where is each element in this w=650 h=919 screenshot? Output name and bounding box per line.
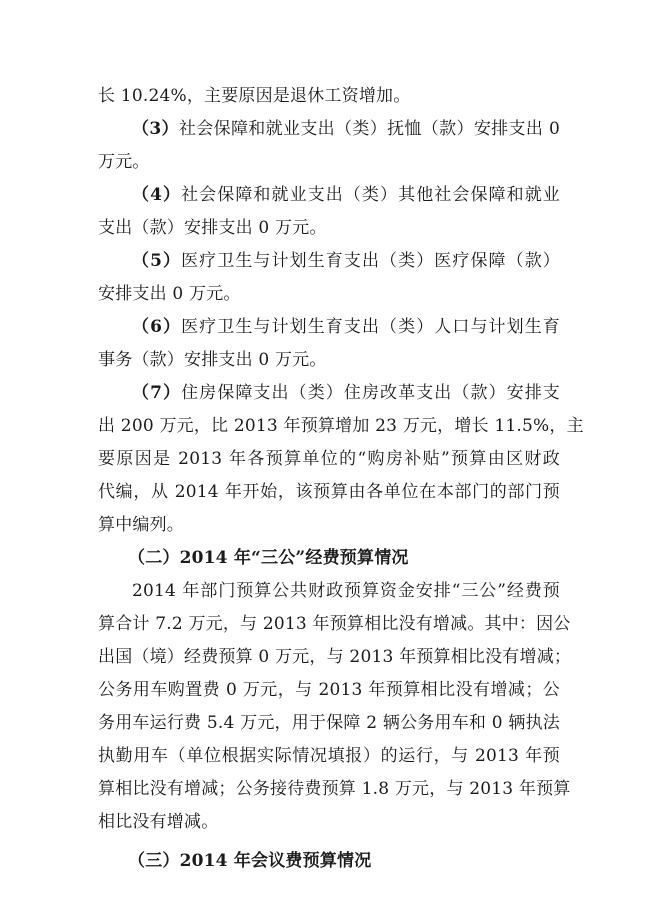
text-line: 出 200 万元，比 2013 年预算增加 23 万元，增长 11.5%，主 xyxy=(98,416,584,436)
sangong-paragraph xyxy=(98,575,572,839)
text-line: （6）医疗卫生与计划生育支出（类）人口与计划生育 xyxy=(132,317,560,337)
text-line: （7）住房保障支出（类）住房改革支出（款）安排支 xyxy=(132,383,560,403)
text-line: （5）医疗卫生与计划生育支出（类）医疗保障（款） xyxy=(132,251,560,271)
text-line: （4）社会保障和就业支出（类）其他社会保障和就业 xyxy=(132,185,560,205)
text-line: 安排支出 0 万元。 xyxy=(98,284,241,304)
text-line: 公务用车购置费 0 万元，与 2013 年预算相比没有增减；公 xyxy=(98,680,560,700)
item-number: （5） xyxy=(132,251,182,271)
text-line: 代编，从 2014 年开始，该预算由各单位在本部门的部门预 xyxy=(98,482,560,502)
text-line: 算合计 7.2 万元，与 2013 年预算相比没有增减。其中：因公 xyxy=(98,614,571,634)
text-line: 万元。 xyxy=(98,152,150,172)
section-heading-meeting: （三）2014 年会议费预算情况 xyxy=(128,851,372,871)
item-number: （3） xyxy=(132,119,179,139)
text-line: 事务（款）安排支出 0 万元。 xyxy=(98,350,327,370)
expenditure-items-section xyxy=(98,80,584,542)
item-number: （6） xyxy=(132,317,182,337)
text-line: 算中编列。 xyxy=(98,515,184,535)
text-line: 2014 年部门预算公共财政预算资金安排“三公”经费预 xyxy=(132,581,560,601)
section-heading-sangong: （二）2014 年“三公”经费预算情况 xyxy=(128,548,409,568)
item-number: （7） xyxy=(132,383,182,403)
text-line: 支出（款）安排支出 0 万元。 xyxy=(98,218,327,238)
item-number: （4） xyxy=(132,185,182,205)
document-page xyxy=(98,80,584,878)
text-line: （3）社会保障和就业支出（类）抚恤（款）安排支出 0 xyxy=(132,119,560,139)
text-line: 要原因是 2013 年各预算单位的“购房补贴”预算由区财政 xyxy=(98,449,560,469)
text-line: 长 10.24%，主要原因是退休工资增加。 xyxy=(98,86,411,106)
text-line: 执勤用车（单位根据实际情况填报）的运行，与 2013 年预 xyxy=(98,746,560,766)
text-line: 算相比没有增减；公务接待费预算 1.8 万元，与 2013 年预算 xyxy=(98,779,571,799)
text-line: 务用车运行费 5.4 万元，用于保障 2 辆公务用车和 0 辆执法 xyxy=(98,713,560,733)
text-line: 相比没有增减。 xyxy=(98,812,219,832)
text-line: 出国（境）经费预算 0 万元，与 2013 年预算相比没有增减； xyxy=(98,647,572,667)
